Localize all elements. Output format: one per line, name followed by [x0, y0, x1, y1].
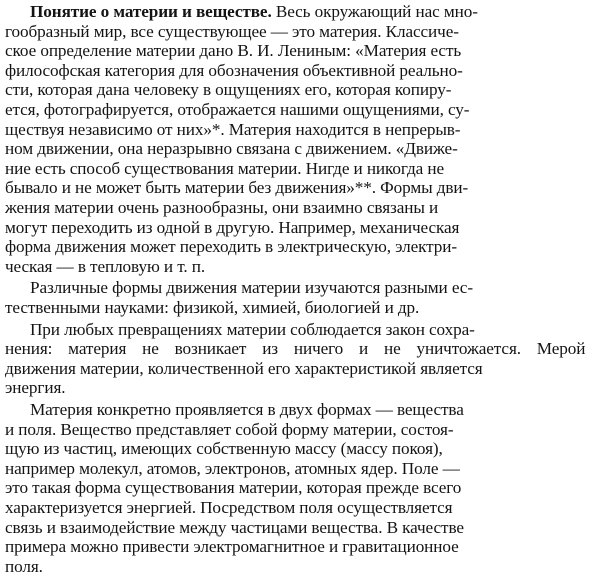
text-line: [5, 339, 585, 359]
text-run: нения: материя не возникает из ничего и не уничтожается. Мерой: [5, 339, 586, 359]
text-line: [5, 41, 461, 61]
text-run: ческая — в тепловую и т. п.: [5, 256, 206, 276]
text-line: [5, 537, 459, 557]
text-run: характеризуется энергией. Посредством поля осуществляется: [5, 498, 453, 517]
text-line: [5, 100, 469, 120]
text-line: [30, 278, 473, 298]
text-run: ское определение материи дано В. И. Лениным: «Материя есть: [5, 41, 462, 61]
text-line: [5, 498, 452, 518]
text-run: Материя конкретно проявляется в двух формах — вещества: [30, 400, 464, 419]
text-run: гообразный мир, все существующее — это материя. Классиче-: [5, 21, 459, 41]
text-line: [5, 420, 454, 440]
text-run: жения материи очень разнообразны, они взаимно связаны и: [5, 198, 439, 217]
text-run: могут переходить из одной в другую. Например, механическая: [5, 217, 460, 237]
text-run: ние есть способ существования материи. Нигде и никогда не: [5, 158, 444, 178]
text-line: [5, 459, 460, 479]
bold-run: Понятие о материи и веществе.: [30, 2, 272, 21]
text-line: [5, 518, 464, 538]
text-run: Весь окружающий нас мно-: [271, 2, 478, 21]
text-line: [5, 61, 463, 81]
text-run: поля.: [5, 556, 43, 576]
text-run: бывало и не может быть материи без движения»**. Формы дви-: [5, 178, 469, 198]
text-line: [5, 139, 458, 159]
text-run: философская категория для обозначения объективной реально-: [5, 60, 463, 80]
text-line: [5, 159, 444, 179]
text-line: [5, 359, 483, 379]
text-run: ется, фотографируется, отображается нашими ощущениями, су-: [5, 100, 470, 119]
text-run: связь и взаимодействие между частицами вещества. В качестве: [5, 517, 464, 537]
text-line: [5, 198, 438, 218]
text-line: [5, 178, 468, 198]
text-line: [30, 2, 478, 22]
text-line: [5, 22, 459, 42]
text-line: [5, 218, 459, 238]
text-run: энергия.: [5, 378, 66, 398]
text-run: примера можно привести электромагнитное и гравитационное: [5, 537, 459, 557]
text-run: например молекул, атомов, электронов, атомных ядер. Поле —: [5, 458, 460, 478]
text-line: [5, 120, 460, 140]
text-run: движения материи, количественной его характеристикой является: [5, 358, 483, 378]
text-run: ном движении, она неразрывно связана с движением. «Движе-: [5, 139, 458, 159]
text-run: форма движения может переходить в электрическую, электри-: [5, 237, 457, 257]
text-line: [5, 298, 419, 318]
text-line: [30, 320, 475, 340]
text-line: [30, 400, 464, 420]
text-run: это такая форма существования материи, которая прежде всего: [5, 478, 462, 498]
text-line: [5, 439, 443, 459]
text-line: [5, 557, 43, 577]
text-run: сти, которая дана человеку в ощущениях его, которая копиру-: [5, 80, 452, 100]
text-line: [5, 478, 461, 498]
text-run: щую из частиц, имеющих собственную массу (массу покоя),: [5, 439, 443, 459]
text-run: и поля. Вещество представляет собой форму материи, состоя-: [5, 419, 454, 439]
text-run: При любых превращениях материи соблюдается закон сохра-: [30, 319, 475, 339]
text-run: тественными науками: физикой, химией, биологией и др.: [5, 298, 420, 317]
text-run: Различные формы движения материи изучаются разными ес-: [30, 278, 473, 298]
text-line: [5, 80, 451, 100]
text-run: ществуя независимо от них»*. Материя находится в непрерыв-: [5, 119, 461, 139]
text-line: [5, 237, 457, 257]
text-line: [5, 378, 65, 398]
text-line: [5, 257, 205, 277]
